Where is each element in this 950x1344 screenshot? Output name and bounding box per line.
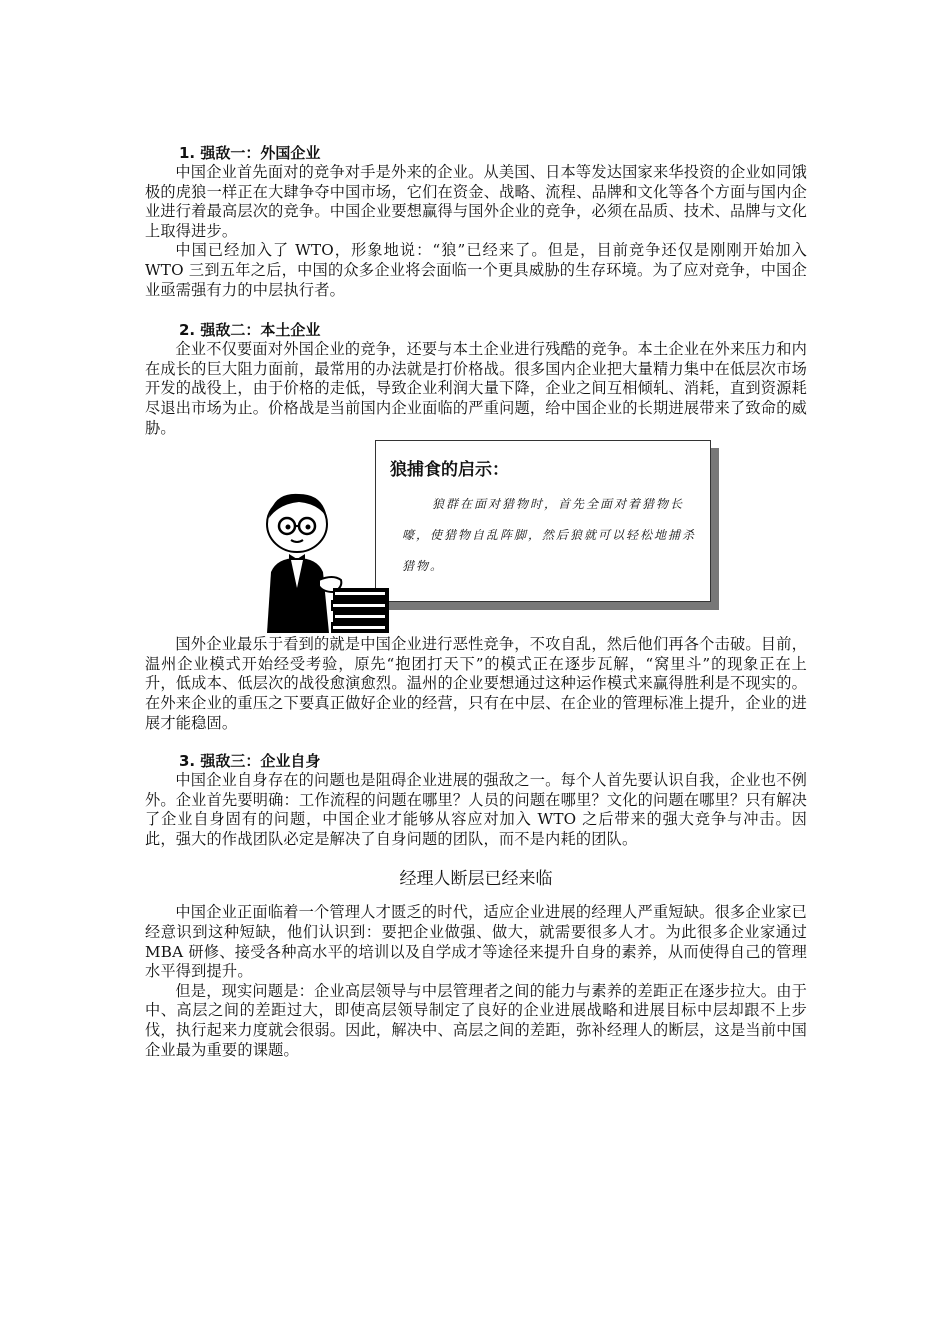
thinking-man-with-books-icon [253,488,393,633]
section-heading-3: 3. 强敌三：企业自身 [179,752,321,771]
lesson-frame [375,440,711,602]
paragraph: 中国已经加入了 WTO，形象地说：“狼”已经来了。但是，目前竞争还仅是刚刚开始加入 WTO 三到五年之后，中国的众多企业将会面临一个更具威胁的生存环境。为了应对竞争，中国企业亟需强有力的中层执行者。 [145,241,807,299]
section-title: 经理人断层已经来临 [399,869,553,890]
section-heading-1: 1. 强敌一：外国企业 [179,144,321,162]
paragraph: 企业不仅要面对外国企业的竞争，还要与本土企业进行残酷的竞争。本土企业在外来压力和内在成长的巨大阻力面前，最常用的办法就是打价格战。很多国内企业把大量精力集中在低层次市场开发的战役上，由于价格的走低，导致企业利润大量下降，企业之间互相倾轧、消耗，直到资源耗尽退出市场为止。价格战是当前国内企业面临的严重问题，给中国企业的长期进展带来了致命的威胁。 [145,340,807,437]
wolf-lesson-illustration [145,440,807,635]
lesson-title: 狼捕食的启示： [390,460,509,481]
paragraph: 中国企业正面临着一个管理人才匮乏的时代，适应企业进展的经理人严重短缺。很多企业家已经意识到这种短缺，他们认识到：要把企业做强、做大，就需要很多人才。为此很多企业家通过 MBA 研修、接受各种高水平的培训以及自学成才等途径来提升自身的素养，从而使得自己的管理水平得到提升。 [145,903,807,981]
paragraph: 但是，现实问题是：企业高层领导与中层管理者之间的能力与素养的差距正在逐步拉大。由于中、高层之间的差距过大，即使高层领导制定了良好的企业进展战略和进展目标中层却跟不上步伐，执行起来力度就会很弱。因此，解决中、高层之间的差距，弥补经理人的断层，这是当前中国企业最为重要的课题。 [145,981,807,1059]
paragraph: 中国企业首先面对的竞争对手是外来的企业。从美国、日本等发达国家来华投资的企业如同饿极的虎狼一样正在大肆争夺中国市场，它们在资金、战略、流程、品牌和文化等各个方面与国内企业进行着最高层次的竞争。中国企业要想赢得与国外企业的竞争，必须在品质、技术、品牌与文化上取得进步。 [145,163,807,240]
section-heading-2: 2. 强敌二：本土企业 [179,321,321,340]
document-page [145,143,807,1060]
paragraph: 中国企业自身存在的问题也是阻碍企业进展的强敌之一。每个人首先要认识自我，企业也不例外。企业首先要明确：工作流程的问题在哪里？人员的问题在哪里？文化的问题在哪里？只有解决了企业自身固有的问题，中国企业才能够从容应对加入 WTO 之后带来的强大竞争与冲击。因此，强大的作战团队必定是解决了自身问题的团队，而不是内耗的团队。 [145,771,807,848]
lesson-body: 狼群在面对猎物时，首先全面对着猎物长嚎，使猎物自乱阵脚，然后狼就可以轻松地捕杀猎物。 [402,497,697,574]
paragraph: 国外企业最乐于看到的就是中国企业进行恶性竞争，不攻自乱，然后他们再各个击破。目前，温州企业模式开始经受考验，原先“抱团打天下”的模式正在逐步瓦解，“窝里斗”的现象正在上升，低成本、低层次的战役愈演愈烈。温州的企业要想通过这种运作模式来赢得胜利是不现实的。在外来企业的重压之下要真正做好企业的经营，只有在中层、在企业的管理标准上提升，企业的进展才能稳固。 [145,635,807,732]
